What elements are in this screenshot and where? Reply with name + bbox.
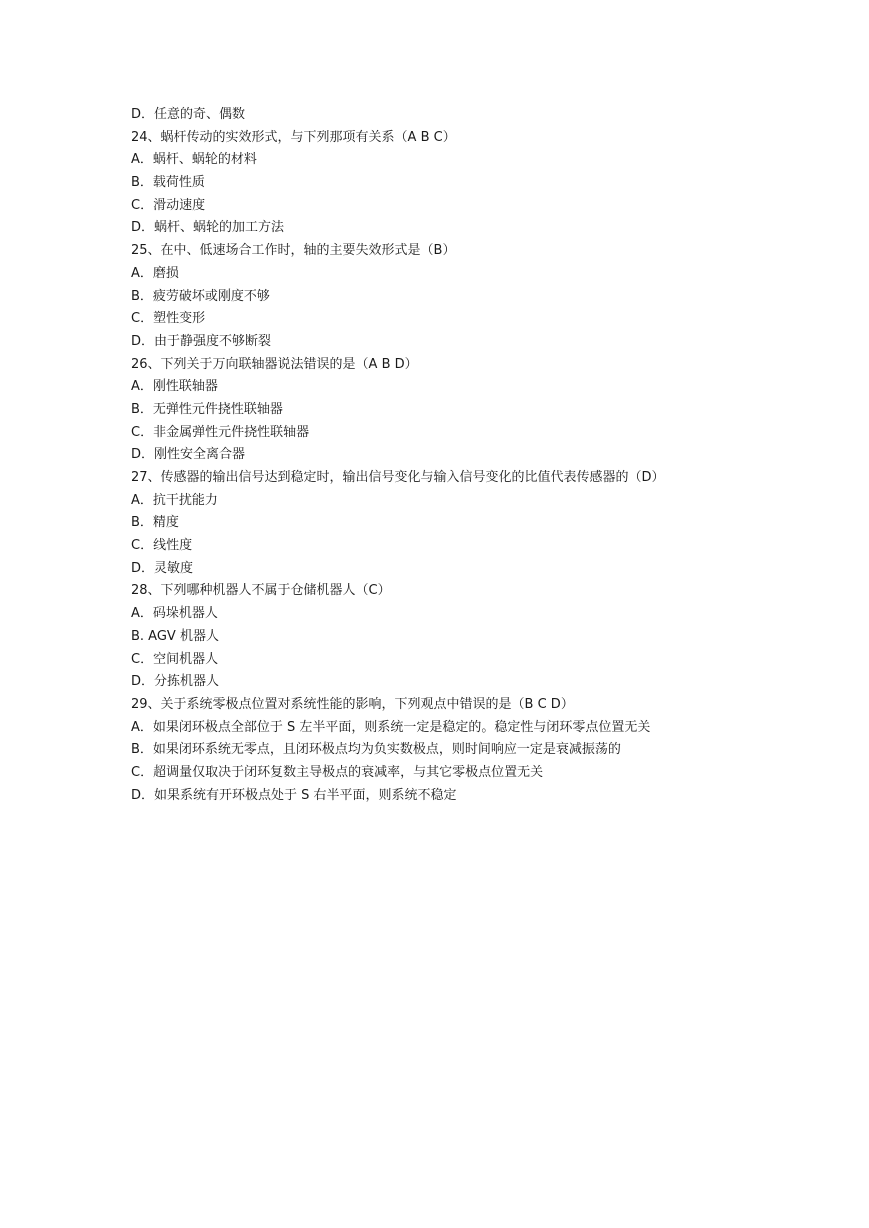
question-line: 28、下列哪种机器人不属于仓储机器人（C） [131, 583, 391, 599]
question-line: 27、传感器的输出信号达到稳定时，输出信号变化与输入信号变化的比值代表传感器的（D） [131, 470, 665, 485]
option-line: C．空间机器人 [131, 651, 219, 667]
option-line: B．无弹性元件挠性联轴器 [131, 401, 283, 417]
option-line: A．磨损 [131, 265, 179, 281]
option-line: D．任意的奇、偶数 [131, 107, 246, 122]
option-line: B．如果闭环系统无零点，且闭环极点均为负实数极点，则时间响应一定是衰减振荡的 [131, 742, 621, 758]
option-line: A．刚性联轴器 [131, 379, 218, 395]
option-line: C．线性度 [131, 538, 193, 554]
option-line: D．分拣机器人 [131, 674, 220, 690]
option-line: A．如果闭环极点全部位于 S 左半平面，则系统一定是稳定的。稳定性与闭环零点位置无关 [131, 719, 651, 735]
option-line: D．刚性安全离合器 [131, 447, 246, 463]
option-line: B．精度 [131, 515, 179, 531]
option-line: C．超调量仅取决于闭环复数主导极点的衰减率，与其它零极点位置无关 [131, 764, 544, 780]
option-line: A．抗干扰能力 [131, 492, 218, 508]
option-line: B．载荷性质 [131, 175, 205, 191]
question-line: 29、关于系统零极点位置对系统性能的影响，下列观点中错误的是（B C D） [131, 696, 574, 712]
option-line: A．蜗杆、蜗轮的材料 [131, 152, 257, 168]
option-line: C．塑性变形 [131, 311, 206, 327]
option-line: A．码垛机器人 [131, 606, 218, 622]
option-line: B. AGV 机器人 [131, 628, 219, 644]
option-line: C．滑动速度 [131, 197, 206, 213]
option-line: D．灵敏度 [131, 560, 194, 576]
option-line: D．如果系统有开环极点处于 S 右半平面，则系统不稳定 [131, 787, 457, 803]
option-line: D．蜗杆、蜗轮的加工方法 [131, 220, 285, 236]
question-line: 24、蜗杆传动的实效形式，与下列那项有关系（A B C） [131, 129, 456, 145]
option-line: C．非金属弹性元件挠性联轴器 [131, 424, 310, 440]
question-line: 26、下列关于万向联轴器说法错误的是（A B D） [131, 356, 418, 372]
option-line: B．疲劳破坏或刚度不够 [131, 288, 270, 304]
document-text-body [131, 104, 771, 807]
option-line: D．由于静强度不够断裂 [131, 333, 272, 349]
question-line: 25、在中、低速场合工作时，轴的主要失效形式是（B） [131, 243, 456, 259]
